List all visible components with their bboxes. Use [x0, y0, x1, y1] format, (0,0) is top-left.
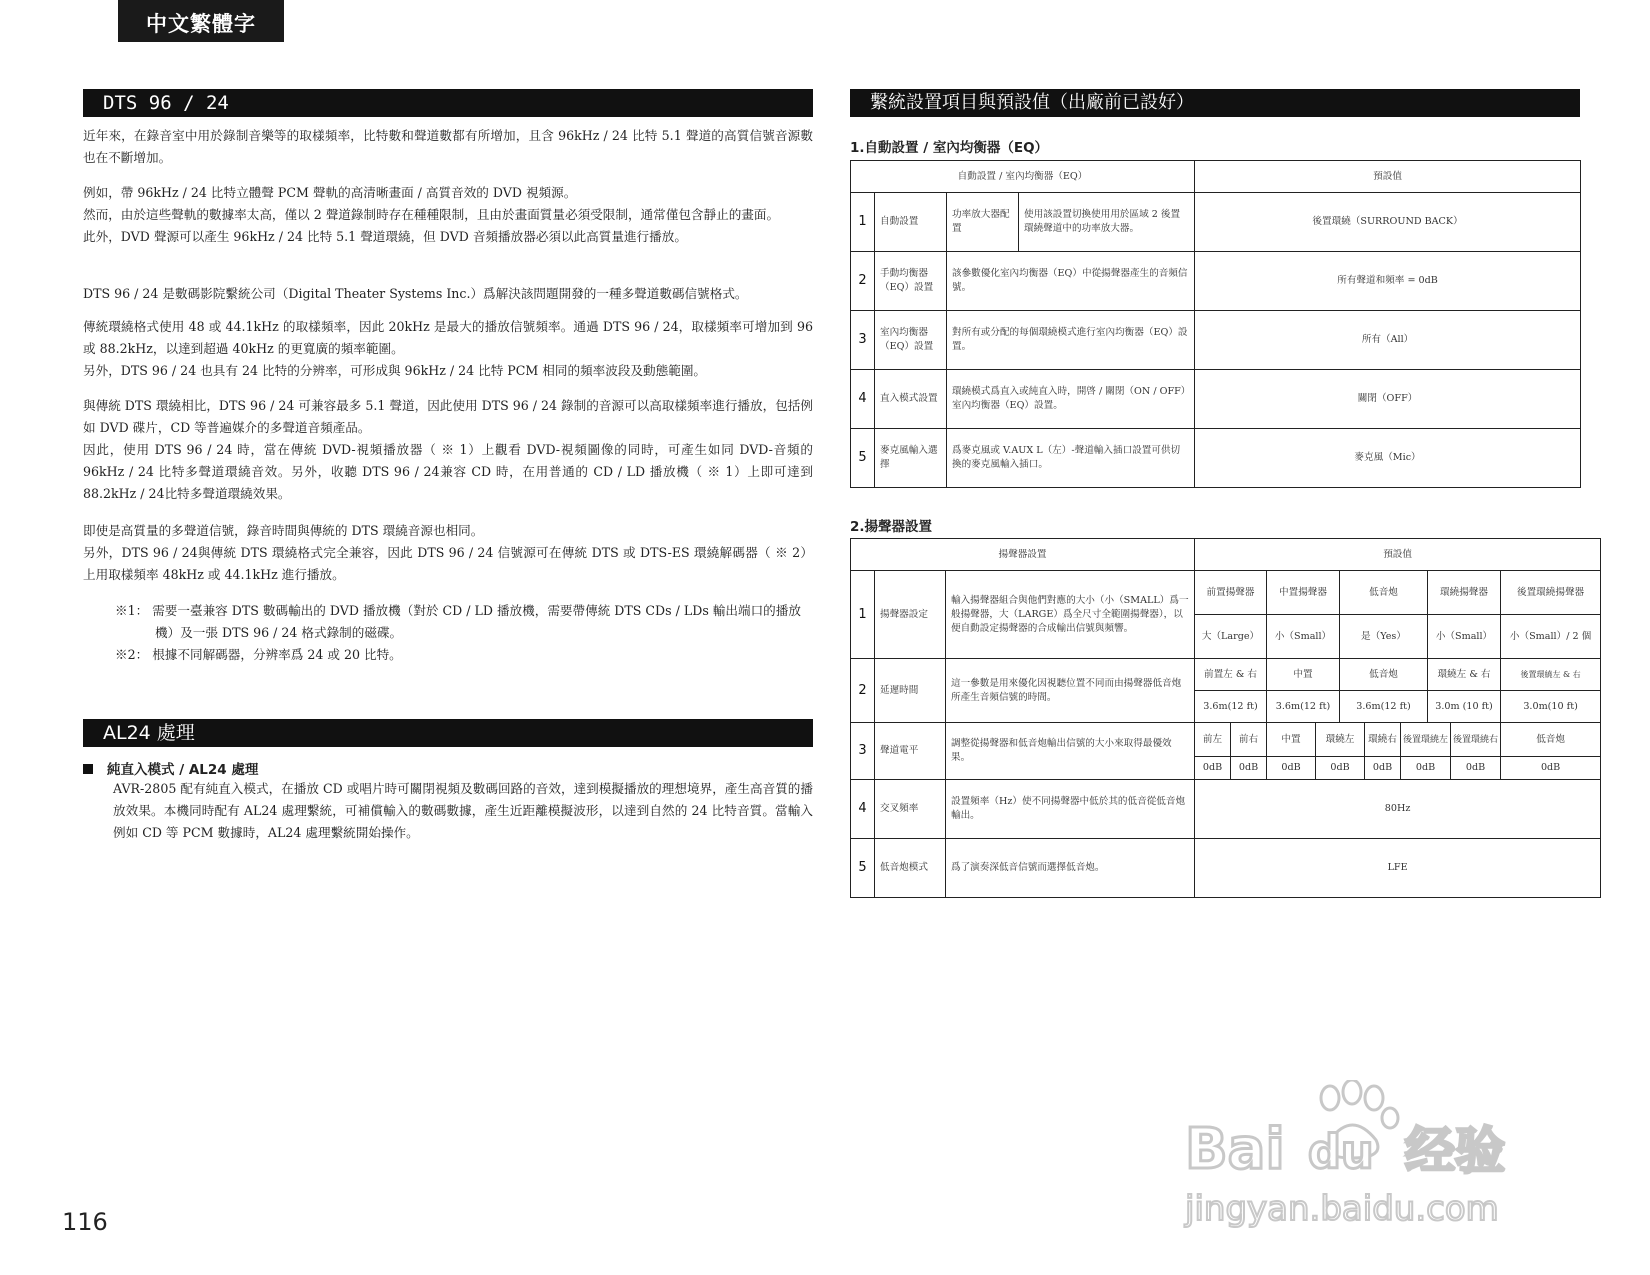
row-number: 4	[851, 780, 875, 839]
setting-description: 對所有或分配的每個環繞模式進行室內均衡器（EQ）設置。	[947, 311, 1195, 370]
speaker-label: 後置環繞揚聲器	[1501, 571, 1601, 615]
table-header-cell: 預設值	[1195, 539, 1601, 571]
delay-label: 前置左 & 右	[1195, 659, 1267, 691]
table-row	[851, 429, 1581, 488]
table-row	[851, 839, 1601, 898]
level-value: 0dB	[1231, 757, 1267, 780]
paragraph-4: 傳統環繞格式使用 48 或 44.1kHz 的取樣頻率，因此 20kHz 是最大的播放信號頻率。通過 DTS 96 / 24，取樣頻率可增加到 96 或 88.2kHz，以達到超過 40kHz 的更寬廣的頻率範圍。 另外，DTS 96 / 24 也具有 24 比特的分辨率，可形成與 96kHz / 24 比特 PCM 相同的頻率波段及動態範圍。	[83, 319, 813, 378]
footnote-1: ※1： 需要一臺兼容 DTS 數碼輸出的 DVD 播放機（對於 CD / LD 播放機，需要帶傳統 DTS CDs / LDs 輸出端口的播放機）及一張 DTS 96 / 24 格式錄制的磁碟。	[115, 603, 801, 640]
right-section-title: 繫統設置項目與預設值（出廠前已設好）	[850, 89, 1580, 117]
paragraph-6: 即使是高質量的多聲道信號，錄音時間與傳統的 DTS 環繞音源也相同。 另外，DTS 96 / 24與傳統 DTS 環繞格式完全兼容，因此 DTS 96 / 24 信號源可在傳統 DTS 或 DTS-ES 環繞解碼器（ ※ 2）上用取樣頻率 48kHz 或 44.1kHz 進行播放。	[83, 523, 813, 582]
footnotes	[115, 600, 813, 666]
speaker-setup-table	[850, 538, 1601, 898]
delay-label: 中置	[1267, 659, 1340, 691]
level-label: 中置	[1267, 723, 1316, 757]
table-header-row	[851, 539, 1601, 571]
paragraph-3: DTS 96 / 24 是數碼影院繫統公司（Digital Theater Systems Inc.）爲解決該問題開發的一種多聲道數碼信號格式。	[83, 286, 748, 301]
table-header-cell: 自動設置 / 室內均衡器（EQ）	[851, 161, 1195, 193]
row-number: 1	[851, 193, 875, 252]
speaker-value: 是（Yes）	[1340, 615, 1428, 659]
al24-paragraph: AVR-2805 配有純直入模式，在播放 CD 或唱片時可關閉視頻及數碼回路的音效，達到模擬播放的理想境界，產生高音質的播放效果。本機同時配有 AL24 處理繫統，可補償輸入的數碼數據，產生近距離模擬波形，以達到自然的 24 比特音質。當輸入例如 CD 等 PCM 數據時，AL24 處理繫統開始操作。	[113, 781, 813, 840]
footnote-2: ※2： 根據不同解碼器，分辨率爲 24 或 20 比特。	[115, 647, 402, 662]
level-label: 前左	[1195, 723, 1231, 757]
level-label: 環繞左	[1316, 723, 1365, 757]
row-number: 5	[851, 429, 875, 488]
watermark-brand: Bai	[1185, 1117, 1285, 1182]
delay-value: 3.6m(12 ft)	[1340, 691, 1428, 723]
setting-name: 交叉頻率	[875, 780, 946, 839]
table-row	[851, 571, 1601, 615]
table-row	[851, 723, 1601, 757]
default-value: 所有聲道和頻率 = 0dB	[1195, 252, 1581, 311]
setting-name: 聲道電平	[875, 723, 946, 780]
al24-subheading	[83, 758, 258, 778]
default-value: 關閉（OFF）	[1195, 370, 1581, 429]
table-header-row	[851, 161, 1581, 193]
default-value: 麥克風（Mic）	[1195, 429, 1581, 488]
setting-name: 麥克風輸入選擇	[875, 429, 947, 488]
setting-description: 這一參數是用來優化因視聽位置不同而由揚聲器低音炮所產生音頻信號的時間。	[946, 659, 1195, 723]
setting-name: 室內均衡器（EQ）設置	[875, 311, 947, 370]
setting-name: 低音炮模式	[875, 839, 946, 898]
setting-description: 設置頻率（Hz）使不同揚聲器中低於其的低音從低音炮輸出。	[946, 780, 1195, 839]
setting-description: 環繞模式爲直入或純直入時，開啓 / 關閉（ON / OFF）室內均衡器（EQ）設置。	[947, 370, 1195, 429]
table-header-cell: 揚聲器設置	[851, 539, 1195, 571]
level-value: 0dB	[1267, 757, 1316, 780]
row-number: 2	[851, 659, 875, 723]
speaker-label: 前置揚聲器	[1195, 571, 1267, 615]
level-label: 後置環繞左	[1401, 723, 1451, 757]
level-label: 低音炮	[1501, 723, 1601, 757]
row-number: 5	[851, 839, 875, 898]
speaker-value: 小（Small）	[1267, 615, 1340, 659]
table-row	[851, 193, 1581, 252]
watermark-cn: 经验	[1405, 1122, 1505, 1180]
table2-caption: 2.揚聲器設置	[850, 519, 933, 535]
setting-subname: 功率放大器配置	[947, 193, 1019, 252]
delay-label: 低音炮	[1340, 659, 1428, 691]
baidu-jingyan-watermark	[1180, 1080, 1580, 1230]
setting-name: 手動均衡器（EQ）設置	[875, 252, 947, 311]
setting-description: 爲麥克風或 V.AUX L（左）-聲道輸入插口設置可供切換的麥克風輸入插口。	[947, 429, 1195, 488]
table1-caption: 1.自動設置 / 室內均衡器（EQ）	[850, 140, 1049, 156]
paragraph-1: 近年來，在錄音室中用於錄制音樂等的取樣頻率，比特數和聲道數都有所增加，且含 96kHz / 24 比特 5.1 聲道的高質信號音源數也在不斷增加。	[83, 128, 813, 165]
table-row	[851, 252, 1581, 311]
level-label: 後置環繞右	[1451, 723, 1501, 757]
setting-description: 使用該設置切換使用用於區域 2 後置環繞聲道中的功率放大器。	[1019, 193, 1195, 252]
speaker-label: 中置揚聲器	[1267, 571, 1340, 615]
default-value: 80Hz	[1195, 780, 1601, 839]
speaker-label: 低音炮	[1340, 571, 1428, 615]
paragraph-5: 與傳統 DTS 環繞相比，DTS 96 / 24 可兼容最多 5.1 聲道，因此使用 DTS 96 / 24 錄制的音源可以高取樣頻率進行播放，包括例如 DVD 碟片，CD 等普遍媒介的多聲道音頻產品。 因此，使用 DTS 96 / 24 時，當在傳統 DVD-視頻播放器（ ※ 1）上觀看 DVD-視頻圖像的同時，可產生如同 DVD-音頻的 96kHz / 24 比特多聲道環繞音效。另外，收聽 DTS 96 / 24兼容 CD 時，在用普通的 CD / LD 播放機（ ※ 1）上即可達到 88.2kHz / 24比特多聲道環繞效果。	[83, 398, 813, 501]
setting-name: 直入模式設置	[875, 370, 947, 429]
setting-name: 延遲時間	[875, 659, 946, 723]
default-value: 所有（All）	[1195, 311, 1581, 370]
page-number: 116	[62, 1208, 108, 1236]
default-value: 後置環繞（SURROUND BACK）	[1195, 193, 1581, 252]
section-title-al24: AL24 處理	[83, 719, 813, 747]
al24-subheading-text: 純直入模式 / AL24 處理	[107, 762, 259, 778]
delay-value: 3.6m(12 ft)	[1195, 691, 1267, 723]
table-row	[851, 311, 1581, 370]
delay-value: 3.6m(12 ft)	[1267, 691, 1340, 723]
setting-description: 調整從揚聲器和低音炮輸出信號的大小來取得最優效果。	[946, 723, 1195, 780]
watermark-brand2: du	[1308, 1125, 1374, 1179]
level-value: 0dB	[1316, 757, 1365, 780]
level-value: 0dB	[1195, 757, 1231, 780]
delay-value: 3.0m (10 ft)	[1428, 691, 1501, 723]
square-bullet-icon	[83, 764, 93, 774]
row-number: 2	[851, 252, 875, 311]
row-number: 1	[851, 571, 875, 659]
level-value: 0dB	[1501, 757, 1601, 780]
speaker-value: 小（Small）	[1428, 615, 1501, 659]
section-title-dts9624: DTS 96 / 24	[83, 89, 813, 117]
setting-description: 輸入揚聲器組合與他們對應的大小（小（SMALL）爲一般揚聲器，大（LARGE）爲全尺寸全範圍揚聲器），以便自動設定揚聲器的合成輸出信號與頻響。	[946, 571, 1195, 659]
paragraph-2: 例如，帶 96kHz / 24 比特立體聲 PCM 聲軌的高清晰畫面 / 高質音效的 DVD 視頻源。 然而，由於這些聲軌的數據率太高，僅以 2 聲道錄制時存在種種限制，且由於畫面質量必須受限制，通常僅包含靜止的畫面。 此外，DVD 聲源可以產生 96kHz / 24 比特 5.1 聲道環繞，但 DVD 音頻播放器必須以此高質量進行播放。	[83, 185, 780, 244]
row-number: 3	[851, 311, 875, 370]
level-value: 0dB	[1451, 757, 1501, 780]
row-number: 4	[851, 370, 875, 429]
setting-name: 揚聲器設定	[875, 571, 946, 659]
delay-label: 後置環繞左 & 右	[1501, 659, 1601, 691]
delay-label: 環繞左 & 右	[1428, 659, 1501, 691]
language-tab: 中文繁體字	[118, 0, 284, 42]
row-number: 3	[851, 723, 875, 780]
table-row	[851, 780, 1601, 839]
delay-value: 3.0m(10 ft)	[1501, 691, 1601, 723]
level-value: 0dB	[1401, 757, 1451, 780]
setting-name: 自動設置	[875, 193, 947, 252]
table-header-cell: 預設值	[1195, 161, 1581, 193]
table-row	[851, 659, 1601, 691]
setting-description: 該參數優化室內均衡器（EQ）中從揚聲器產生的音頻信號。	[947, 252, 1195, 311]
speaker-label: 環繞揚聲器	[1428, 571, 1501, 615]
level-label: 環繞右	[1365, 723, 1401, 757]
speaker-value: 大（Large）	[1195, 615, 1267, 659]
table-row	[851, 370, 1581, 429]
speaker-value: 小（Small）/ 2 個	[1501, 615, 1601, 659]
default-value: LFE	[1195, 839, 1601, 898]
level-value: 0dB	[1365, 757, 1401, 780]
level-label: 前右	[1231, 723, 1267, 757]
watermark-url: jingyan.baidu.com	[1185, 1189, 1499, 1229]
setting-description: 爲了演奏深低音信號而選擇低音炮。	[946, 839, 1195, 898]
auto-setup-eq-table	[850, 160, 1581, 488]
